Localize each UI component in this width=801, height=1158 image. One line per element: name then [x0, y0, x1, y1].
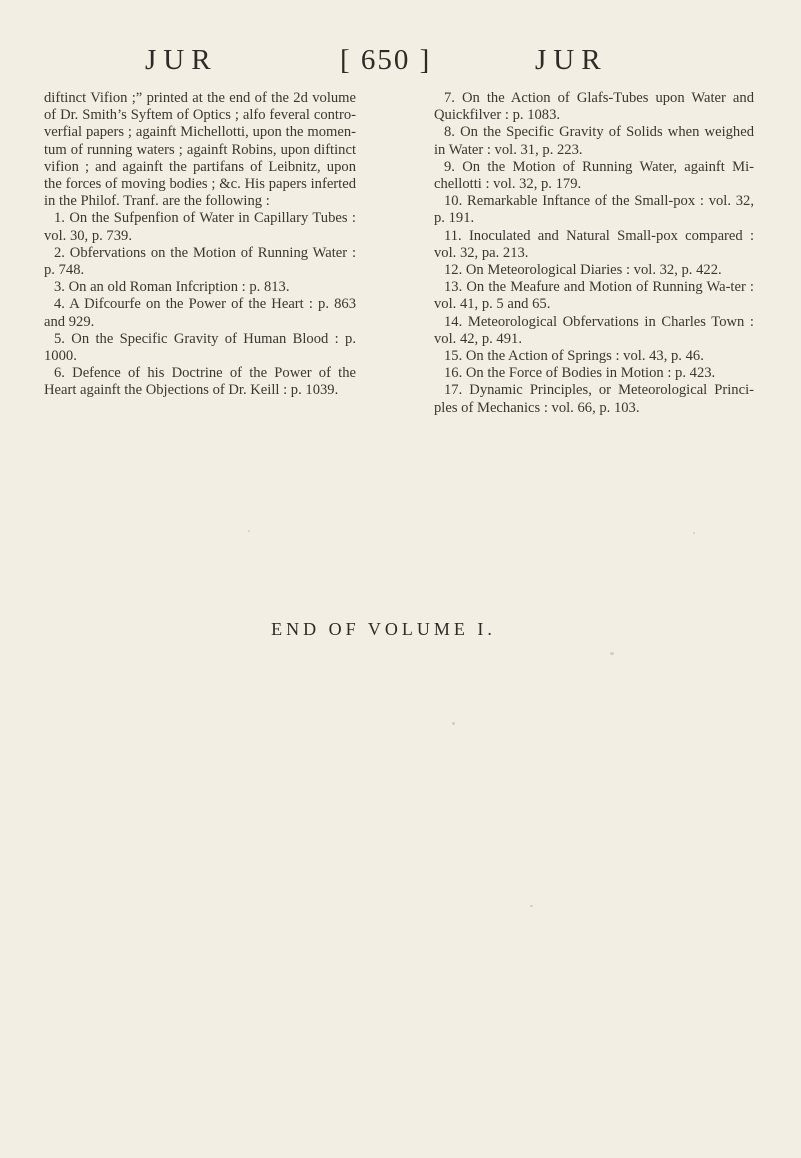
paper-speck: [530, 905, 533, 907]
right-column: [434, 90, 754, 417]
list-item: 5. On the Specific Gravity of Human Blood : p. 1000.: [44, 330, 356, 365]
list-item: 6. Defence of his Doctrine of the Power of the Heart againft the Objections of Dr. Keill : p. 1039.: [44, 365, 356, 399]
list-item: 17. Dynamic Principles, or Meteorological Princi-ples of Mechanics : vol. 66, p. 103.: [434, 382, 754, 416]
list-item: 9. On the Motion of Running Water, againft Mi-chellotti : vol. 32, p. 179.: [434, 158, 754, 193]
paper-speck: [693, 532, 695, 534]
left-column: [44, 90, 356, 400]
list-item: 8. On the Specific Gravity of Solids when weighed in Water : vol. 31, p. 223.: [434, 124, 754, 158]
end-of-volume-note: [0, 619, 801, 640]
list-item: 2. Obfervations on the Motion of Running Water : p. 748.: [44, 244, 356, 279]
entry-paragraph: diftinct Vifion ;” printed at the end of the 2d volume of Dr. Smith’s Syftem of Optics ; alfo feveral contro-verfial papers ; againft Michellotti, upon the momen-tum of running waters ; againft Robins, upon diftinct vifion ; and againft the partifans of Leibnitz, upon the forces of moving bodies ; &c. His papers inferted in the Philof. Tranf. are the following :: [44, 90, 356, 210]
list-item: 11. Inoculated and Natural Small-pox compared : vol. 32, pa. 213.: [434, 227, 754, 261]
list-item: 15. On the Action of Springs : vol. 43, p. 46.: [444, 348, 704, 365]
list-item: 7. On the Action of Glafs-Tubes upon Water and Quickfilver : p. 1083.: [434, 90, 754, 124]
header-right-catchword: JUR: [535, 44, 608, 76]
list-item: 14. Meteorological Obfervations in Charles Town : vol. 42, p. 491.: [434, 313, 754, 347]
paper-speck: [610, 652, 614, 655]
list-item: 12. On Meteorological Diaries : vol. 32, p. 422.: [444, 262, 722, 279]
list-item: 1. On the Sufpenfion of Water in Capillary Tubes : vol. 30, p. 739.: [44, 210, 356, 244]
paper-speck: [452, 722, 455, 725]
list-item: 4. A Difcourfe on the Power of the Heart : p. 863 and 929.: [44, 296, 356, 330]
end-of-volume-text: END OF VOLUME I.: [271, 619, 496, 639]
paper-speck: [248, 530, 250, 532]
list-item: 16. On the Force of Bodies in Motion : p. 423.: [444, 365, 716, 382]
list-item: 10. Remarkable Inftance of the Small-pox : vol. 32, p. 191.: [434, 193, 754, 227]
header-left-catchword: JUR: [145, 44, 218, 76]
page-number: [ 650 ]: [340, 44, 432, 76]
list-item: 13. On the Meafure and Motion of Running Wa-ter : vol. 41, p. 5 and 65.: [434, 279, 754, 313]
list-item: 3. On an old Roman Infcription : p. 813.: [54, 279, 290, 296]
running-header: [0, 44, 801, 84]
